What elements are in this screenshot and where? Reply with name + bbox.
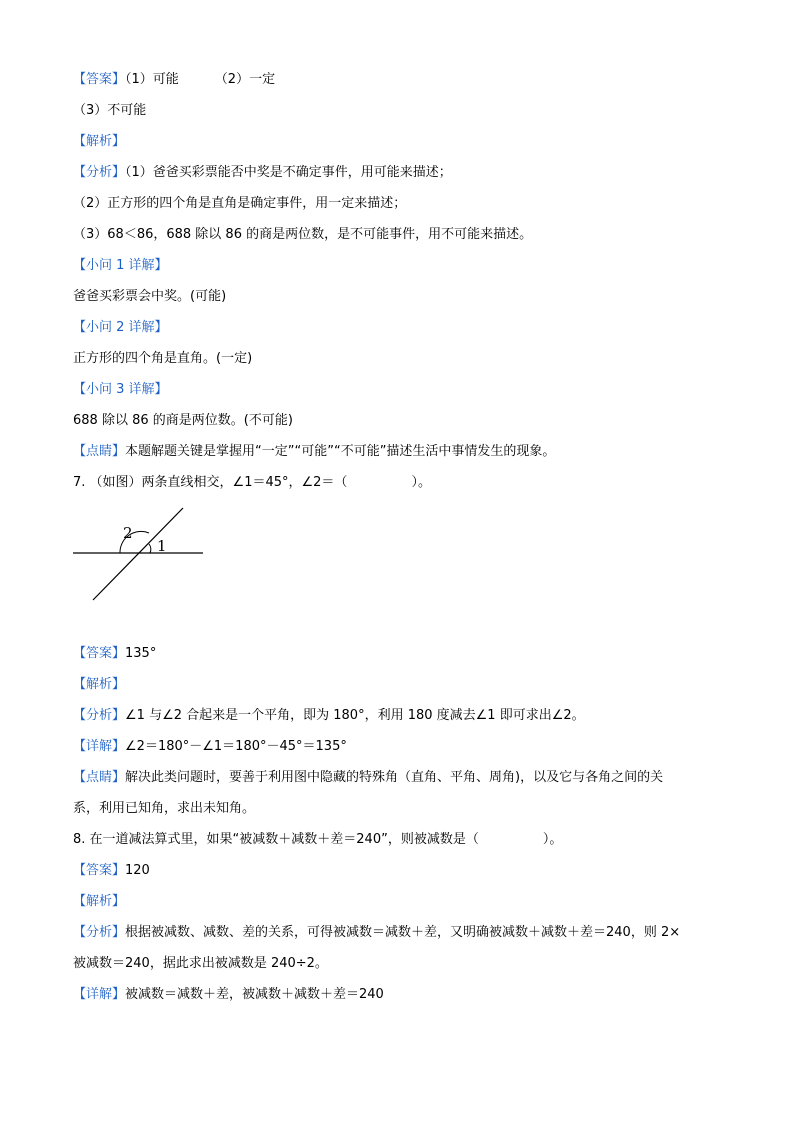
analysis-tag: 【解析】 [73,894,126,909]
q6-fenxi-line-1 [73,157,733,188]
fenxi-tag: 【分析】 [73,925,126,940]
intersecting-lines-diagram [73,502,233,632]
document-page [73,64,733,1010]
q8-xiangjie-line [73,979,733,1010]
q8-fenxi-line-2 [73,948,733,979]
q6-fenxi-2: （2）正方形的四个角是直角是确定事件，用一定来描述； [73,196,407,211]
xiangjie-tag: 【详解】 [73,987,126,1002]
q6-sub3-heading [73,374,733,405]
q6-dianjing-line [73,436,733,467]
xiangjie-tag: 【详解】 [73,739,126,754]
q7-xiangjie: ∠2＝180°－∠1＝180°－45°＝135° [125,739,347,754]
q8-question-start: 8. 在一道减法算式里，如果“被减数＋减数＋差＝240”，则被减数是（ [73,832,479,847]
sub1-text: 爸爸买彩票会中奖。(可能) [73,289,227,304]
q6-fenxi-line-3 [73,219,733,250]
q8-fenxi-line-1 [73,917,733,948]
sub3-tag: 【小问 3 详解】 [73,382,168,397]
q7-dianjing-line-2 [73,793,733,824]
q7-angle-figure [73,502,733,632]
sub2-text: 正方形的四个角是直角。(一定) [73,351,253,366]
q6-sub2-heading [73,312,733,343]
sub2-tag: 【小问 2 详解】 [73,320,168,335]
q6-sub3-text [73,405,733,436]
q6-sub1-text [73,281,733,312]
q6-answer-1: （1）可能 [125,72,179,87]
q7-analysis-heading [73,669,733,700]
fenxi-tag: 【分析】 [73,708,126,723]
q7-question-end: ）。 [411,475,431,490]
q7-fenxi: ∠1 与∠2 合起来是一个平角，即为 180°，利用 180 度减去∠1 即可求出∠2。 [125,708,585,723]
angle-label-2: 2 [123,524,133,542]
q7-question [73,467,733,498]
angle-label-1: 1 [157,537,167,555]
q7-dianjing-2: 系，利用已知角，求出未知角。 [73,801,256,816]
q6-dianjing-text: 本题解题关键是掌握用“一定”“可能”“不可能”描述生活中事情发生的现象。 [125,444,556,459]
q8-xiangjie: 被减数＝减数＋差，被减数＋减数＋差＝240 [125,987,384,1002]
q8-question-end: ）。 [542,832,563,847]
fenxi-tag: 【分析】 [73,165,126,180]
q6-sub1-heading [73,250,733,281]
sub1-tag: 【小问 1 详解】 [73,258,168,273]
analysis-tag: 【解析】 [73,677,126,692]
analysis-tag: 【解析】 [73,134,126,149]
angle-1-arc [149,544,151,553]
q8-answer-line [73,855,733,886]
q6-sub2-text [73,343,733,374]
answer-tag: 【答案】 [73,646,126,661]
q8-question [73,824,733,855]
q7-answer-line [73,638,733,669]
q7-xiangjie-line [73,731,733,762]
slanted-line [93,508,183,600]
q6-answer-2: （2）一定 [214,72,276,87]
q6-fenxi-line-2 [73,188,733,219]
answer-tag: 【答案】 [73,863,126,878]
dianjing-tag: 【点睛】 [73,770,126,785]
q6-answer-3: （3）不可能 [73,103,147,118]
sub3-text: 688 除以 86 的商是两位数。(不可能) [73,413,293,428]
q6-answer-line-2 [73,95,733,126]
q7-dianjing-1: 解决此类问题时，要善于利用图中隐藏的特殊角（直角、平角、周角)，以及它与各角之间的关 [125,770,664,785]
dianjing-tag: 【点睛】 [73,444,126,459]
answer-tag: 【答案】 [73,72,126,87]
q6-fenxi-3: （3）68＜86，688 除以 86 的商是两位数，是不可能事件，用不可能来描述。 [73,227,533,242]
q6-analysis-heading [73,126,733,157]
q7-dianjing-line-1 [73,762,733,793]
q7-question-start: 7. （如图）两条直线相交，∠1＝45°，∠2＝（ [73,475,348,490]
q8-answer: 120 [125,863,150,878]
q7-fenxi-line [73,700,733,731]
q8-analysis-heading [73,886,733,917]
q6-answer-line [73,64,733,95]
q6-fenxi-1: （1）爸爸买彩票能否中奖是不确定事件，用可能来描述； [125,165,452,180]
q7-answer: 135° [125,646,157,661]
q8-fenxi-1: 根据被减数、减数、差的关系，可得被减数＝减数＋差，又明确被减数＋减数＋差＝240，则 2× [125,925,681,940]
q8-fenxi-2: 被减数＝240，据此求出被减数是 240÷2。 [73,956,328,971]
